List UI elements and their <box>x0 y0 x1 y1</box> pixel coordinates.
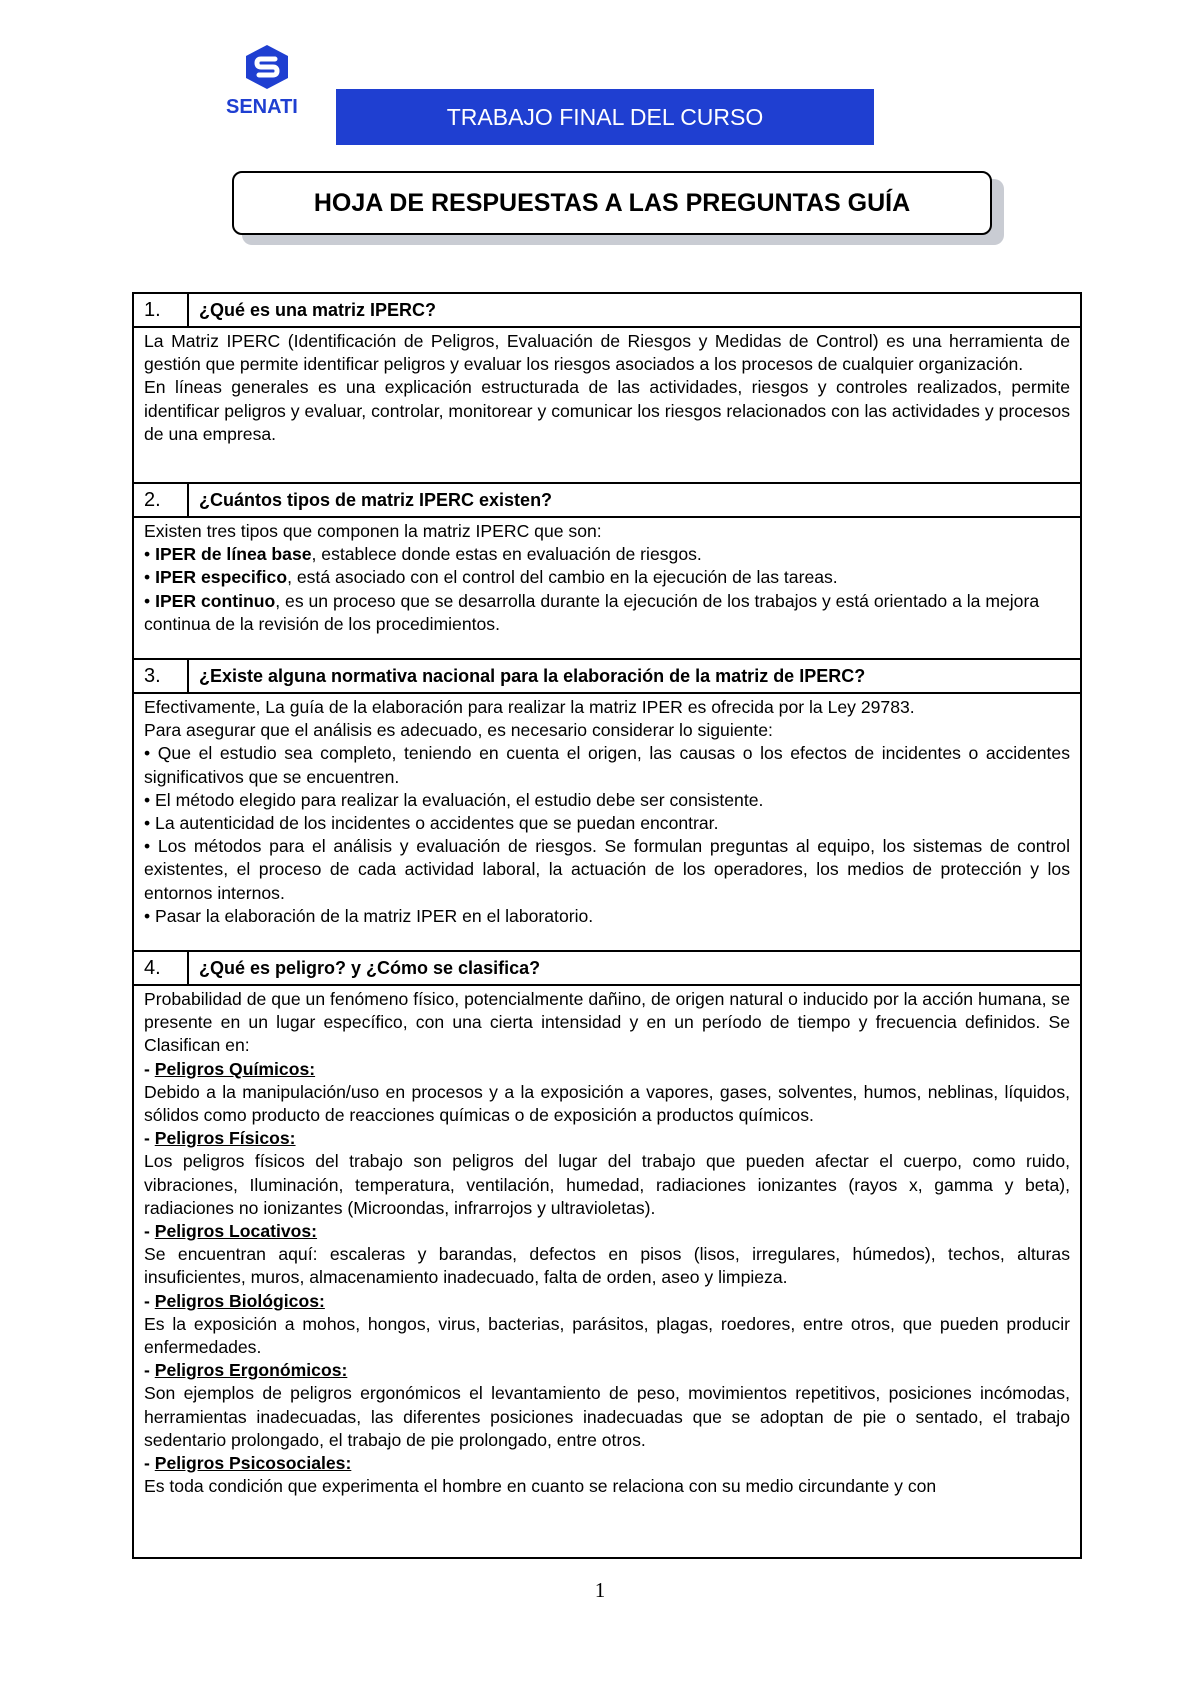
question-number: 3. <box>134 660 189 692</box>
answer-line: Efectivamente, La guía de la elaboración para realizar la matriz IPER es ofrecida por la Ley 29783. <box>144 697 915 717</box>
category-name: Peligros Físicos: <box>154 1128 296 1149</box>
list-item <box>144 566 1070 589</box>
answer-line: • La autenticidad de los incidentes o accidentes que se puedan encontrar. <box>144 813 719 834</box>
answer-line: • El método elegido para realizar la evaluación, el estudio debe ser consistente. <box>144 789 764 810</box>
category-heading <box>144 1220 1070 1243</box>
item-text: , está asociado con el control del cambio en la ejecución de las tareas. <box>287 567 838 588</box>
qa-table <box>132 292 1082 1559</box>
answer-paragraph: La Matriz IPERC (Identificación de Peligros, Evaluación de Riesgos y Medidas de Control) es una herramienta de gestión que permite identificar peligros y evaluar los riesgos asociados a los procesos de cualquier organización. <box>144 331 1070 375</box>
category-heading <box>144 1290 1070 1313</box>
question-number: 1. <box>134 294 189 326</box>
answer-line: • Los métodos para el análisis y evaluación de riesgos. Se formulan preguntas al equipo, los sistemas de control existentes, el proceso de cada actividad laboral, la actuación de los operadores, los medios de protección y los entornos internos. <box>144 836 1070 903</box>
answer-intro: Probabilidad de que un fenómeno físico, potencialmente dañino, de origen natural o inducido por la acción humana, se presente en un lugar específico, con una cierta intensidad y en un período de tiempo y frecuencia definidos. Se Clasifican en: <box>144 989 1070 1056</box>
category-description: Se encuentran aquí: escaleras y barandas, defectos en pisos (lisos, irregulares, húmedos), techos, alturas insuficientes, muros, almacenamiento inadecuado, falta de orden, aseo y limpieza. <box>144 1244 1070 1288</box>
item-text: , es un proceso que se desarrolla durante la ejecución de los trabajos y está orientado a la mejora continua de la revisión de los procedimientos. <box>144 590 1040 634</box>
question-text: ¿Existe alguna normativa nacional para la elaboración de la matriz de IPERC? <box>199 665 866 686</box>
dash: - <box>144 1360 155 1381</box>
question-block-2 <box>134 484 1080 660</box>
bullet: • <box>144 567 156 588</box>
answer-line: • Pasar la elaboración de la matriz IPER en el laboratorio. <box>144 905 594 926</box>
page-number: 1 <box>594 1578 606 1602</box>
senati-logo-icon <box>244 44 290 90</box>
item-term: IPER de línea base <box>155 544 312 565</box>
category-description: Es la exposición a mohos, hongos, virus, bacterias, parásitos, plagas, roedores, entre otros, que pueden producir enfermedades. <box>144 1313 1070 1358</box>
question-number: 2. <box>134 484 189 516</box>
question-block-1 <box>134 294 1080 484</box>
question-block-3 <box>134 660 1080 952</box>
item-term: IPER especifico <box>155 567 288 588</box>
answer-intro: Existen tres tipos que componen la matriz IPERC que son: <box>144 521 602 541</box>
category-heading <box>144 1359 1070 1382</box>
category-heading <box>144 1452 1070 1475</box>
dash: - <box>144 1058 155 1079</box>
category-name: Peligros Químicos: <box>154 1058 316 1079</box>
bullet: • <box>144 590 156 611</box>
question-block-4 <box>134 952 1080 1504</box>
category-name: Peligros Biológicos: <box>154 1290 325 1311</box>
question-header <box>134 952 1080 986</box>
question-header <box>134 294 1080 328</box>
list-item <box>144 543 1070 566</box>
answer-line: • Que el estudio sea completo, teniendo en cuenta el origen, las causas o los efectos de incidentes o accidentes significativos que se encuentren. <box>144 743 1070 787</box>
dash: - <box>144 1290 155 1311</box>
category-description: Debido a la manipulación/uso en procesos y a la exposición a vapores, gases, solventes, humos, neblinas, líquidos, sólidos como producto de reacciones químicas o de exposición a productos químicos. <box>144 1081 1070 1126</box>
category-heading <box>144 1058 1070 1081</box>
answer-body <box>134 328 1080 484</box>
category-name: Peligros Psicosociales: <box>154 1453 352 1474</box>
list-item <box>144 590 1070 636</box>
category-name: Peligros Ergonómicos: <box>154 1360 348 1381</box>
question-header <box>134 660 1080 694</box>
category-name: Peligros Locativos: <box>154 1221 318 1242</box>
dash: - <box>144 1128 155 1149</box>
course-banner: TRABAJO FINAL DEL CURSO <box>336 89 874 145</box>
logo-text: SENATI <box>226 96 298 118</box>
answer-body <box>134 694 1080 952</box>
question-text: ¿Cuántos tipos de matriz IPERC existen? <box>199 489 553 510</box>
question-text: ¿Qué es peligro? y ¿Cómo se clasifica? <box>199 957 541 978</box>
category-heading <box>144 1127 1070 1150</box>
bullet: • <box>144 544 156 565</box>
answer-paragraph: En líneas generales es una explicación estructurada de las actividades, riesgos y controles realizados, permite identificar peligros y evaluar, controlar, monitorear y comunicar los riesgos relacionados con las actividades y procesos de una empresa. <box>144 377 1070 444</box>
answer-line: Para asegurar que el análisis es adecuado, es necesario considerar lo siguiente: <box>144 720 773 741</box>
question-text: ¿Qué es una matriz IPERC? <box>199 299 437 320</box>
answer-body <box>134 518 1080 660</box>
item-text: , establece donde estas en evaluación de riesgos. <box>311 544 702 565</box>
question-header <box>134 484 1080 518</box>
dash: - <box>144 1453 155 1474</box>
category-description: Es toda condición que experimenta el hombre en cuanto se relaciona con su medio circundante y con <box>144 1476 937 1497</box>
category-description: Son ejemplos de peligros ergonómicos el levantamiento de peso, movimientos repetitivos, posiciones incómodas, herramientas inadecuadas, las diferentes posiciones inadecuadas que se adoptan de pie o sentado, el trabajo sedentario prolongado, el trabajo de pie prolongado, entre otros. <box>144 1383 1070 1450</box>
category-description: Los peligros físicos del trabajo son peligros del lugar del trabajo que pueden afectar el cuerpo, como ruido, vibraciones, Iluminación, temperatura, ventilación, humedad, radiaciones ionizantes (rayos x, gamma y beta), radiaciones no ionizantes (Microondas, infrarrojos y ultravioletas). <box>144 1151 1070 1218</box>
senati-logo <box>222 44 302 124</box>
page-title: HOJA DE RESPUESTAS A LAS PREGUNTAS GUÍA <box>232 171 992 235</box>
answer-body <box>134 986 1080 1504</box>
dash: - <box>144 1221 155 1242</box>
question-number: 4. <box>134 952 189 984</box>
item-term: IPER continuo <box>155 590 276 611</box>
